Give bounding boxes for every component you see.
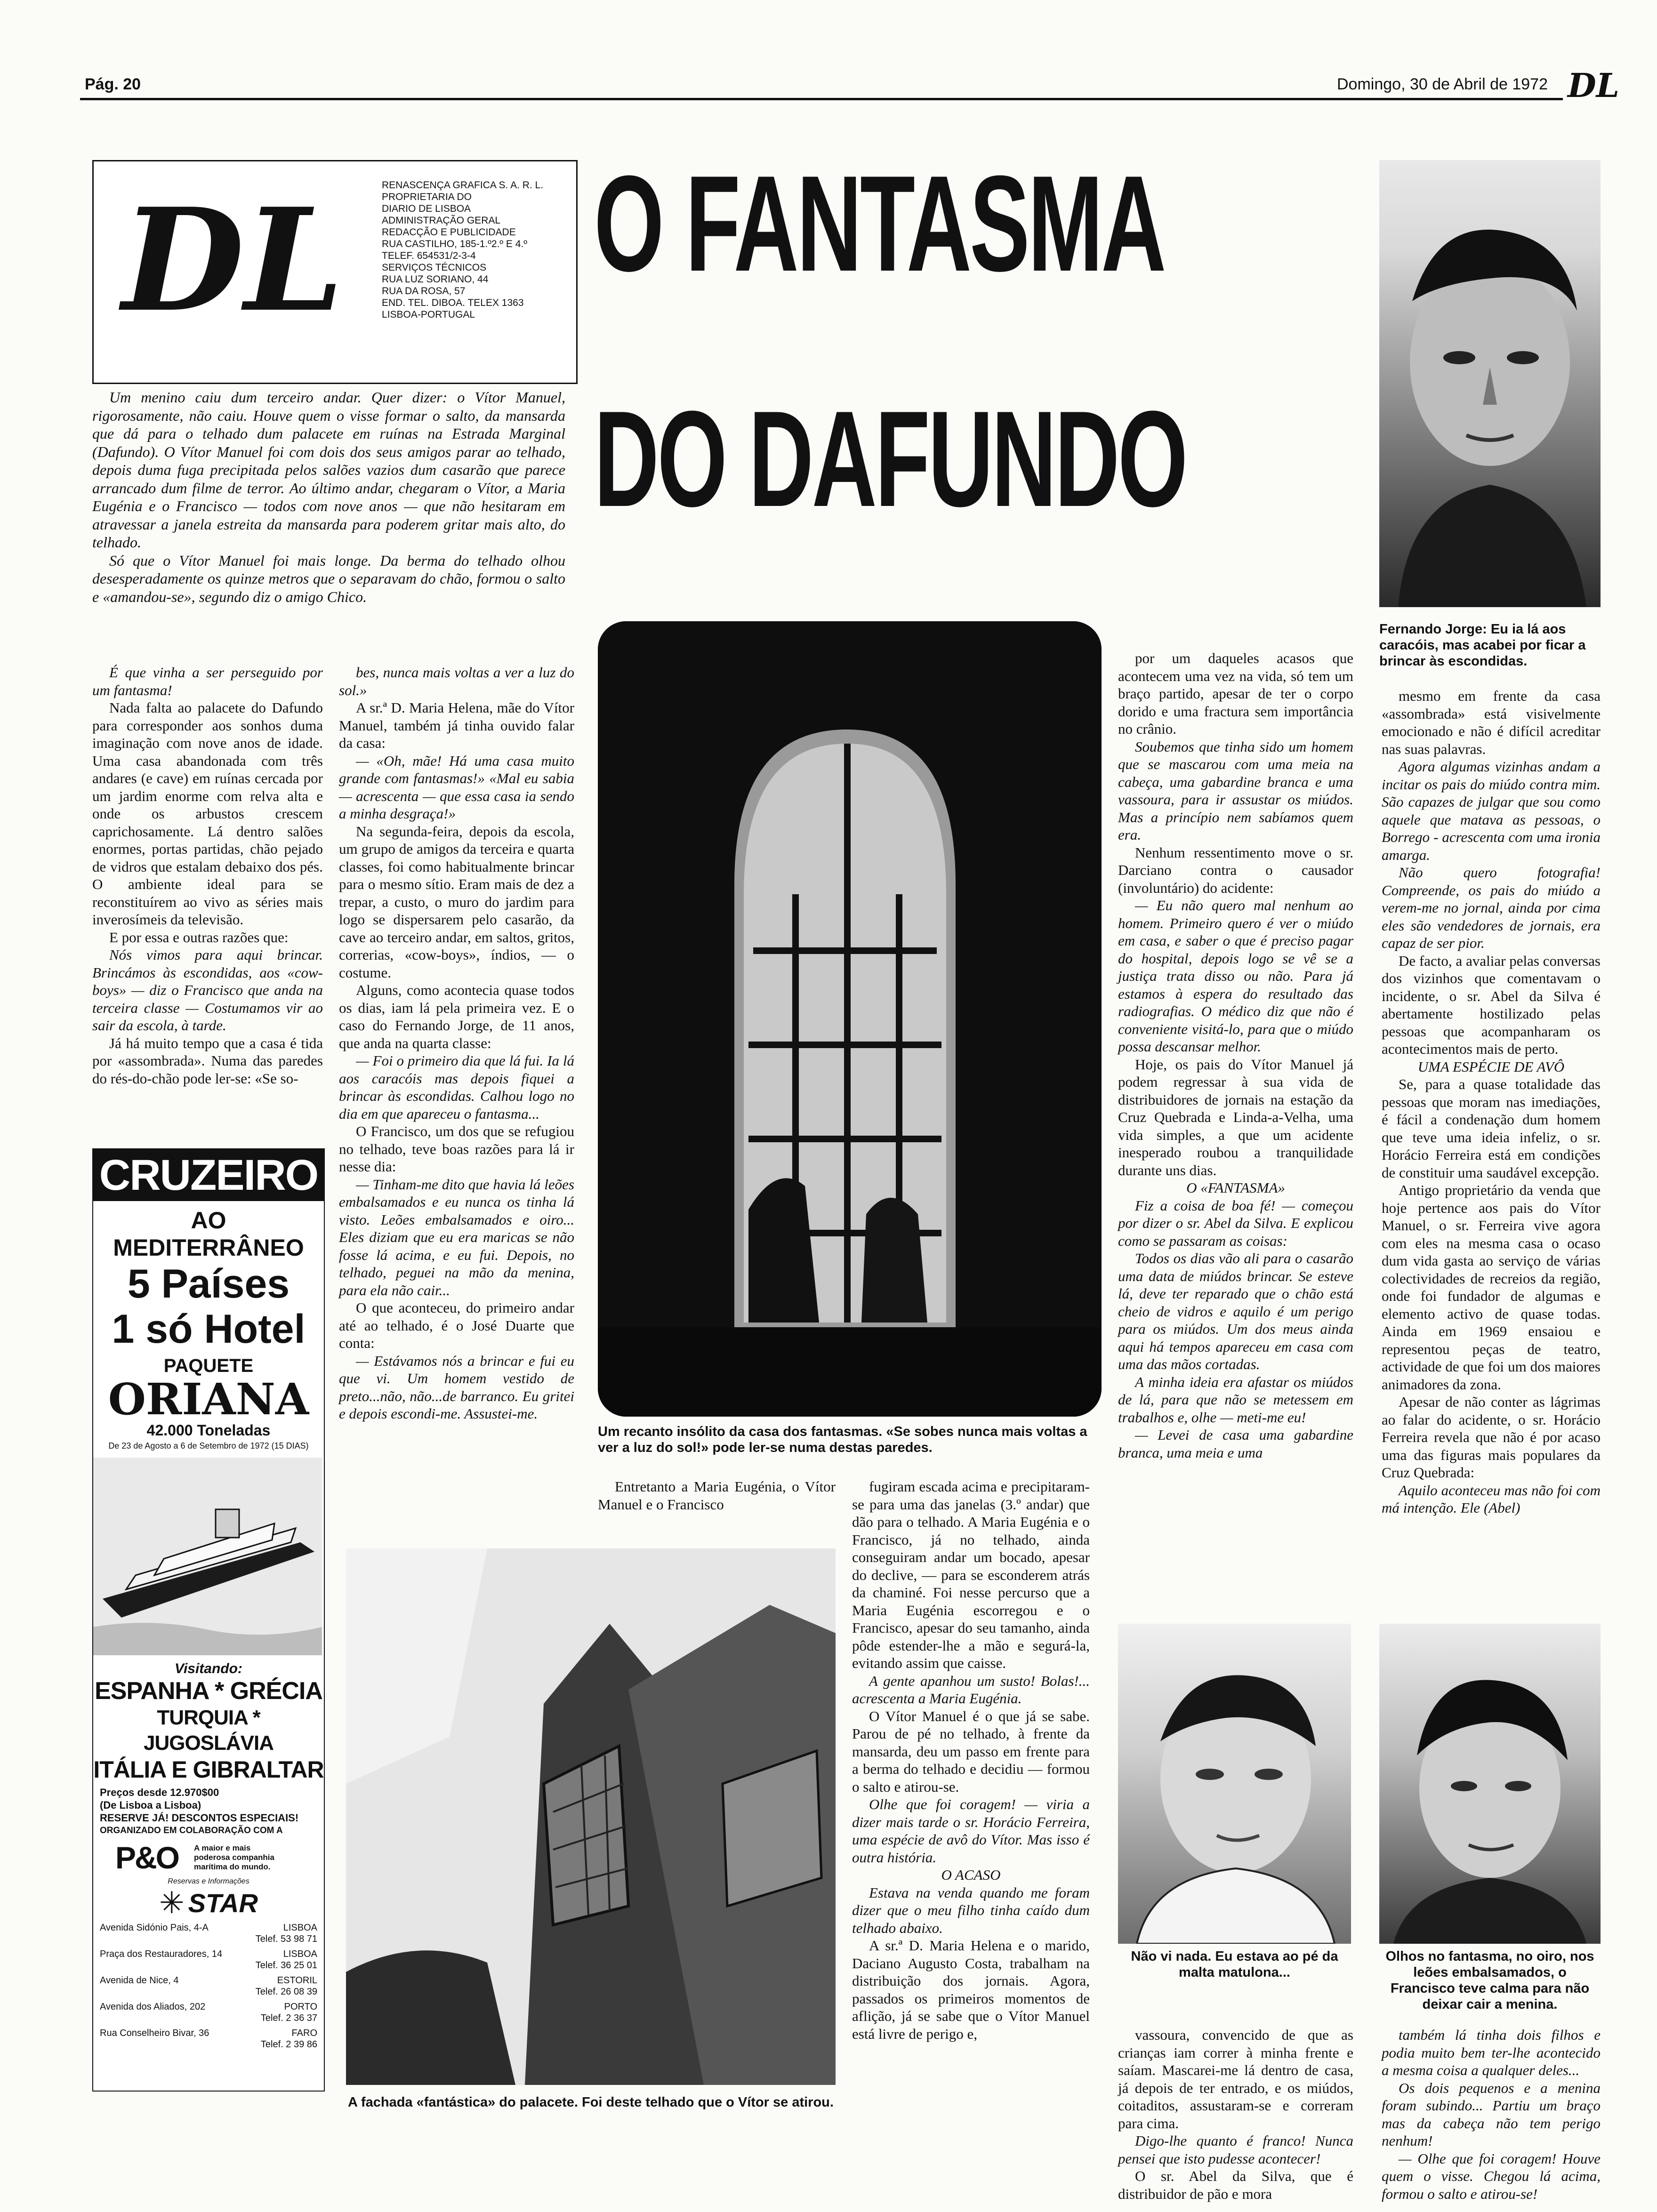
paragraph: Olhe que foi coragem! — viria a dizer mais tarde o sr. Horácio Ferreira, uma espécie de avô do Vítor. Mas isso é outra história.: [852, 1796, 1090, 1866]
article-column-4: [1382, 687, 1601, 1517]
issue-date: Domingo, 30 de Abril de 1972: [1337, 75, 1548, 93]
paragraph: O Francisco, um dos que se refugiou no telhado, teve boas razões para lá ir nesse dia:: [339, 1123, 574, 1175]
window-photo-art: [598, 621, 1102, 1417]
caption-window-photo: Um recanto insólito da casa dos fantasmas. «Se sobes nunca mais voltas a ver a luz do sol!» pode ler-se numa destas paredes.: [598, 1424, 1087, 1455]
paragraph: A sr.ª D. Maria Helena e o marido, Daciano Augusto Costa, trabalham na distribuição dos jornais. Agora, passados os primeiros momentos de aflição, já se sabe que o Vítor Manuel está livre de perigo e,: [852, 1937, 1090, 2042]
paragraph: fugiram escada acima e precipitaram-se para uma das janelas (3.º andar) que dão para o telhado. A Maria Eugénia e o Francisco, já no telhado, ainda conseguiram andar um bocado, apesar do declive, — para se esconderem atrás da chaminé. Foi nesse percurso que a Maria Eugénia escorregou e o Francisco, apesar do seu tamanho, ainda pôde estender-lhe a mão e segurá-la, evitando assim que caisse.: [852, 1478, 1090, 1671]
masthead-line: RUA CASTILHO, 185-1.º2.º E 4.º: [382, 239, 527, 249]
address-street: Avenida de Nice, 4: [100, 1975, 179, 1986]
paragraph: A minha ideia era afastar os miúdos de lá, para que não se metessem em trabalhos e, olhe — meti-me eu!: [1118, 1373, 1353, 1426]
paragraph: — Olhe que foi coragem! Houve quem o visse. Chegou lá acima, formou o salto e atirou-se!: [1382, 2150, 1601, 2202]
paragraph: Todos os dias vão ali para o casarão uma data de miúdos brincar. Se esteve lá, deve ter reparado que o chão está cheio de vidros e aquilo é um perigo para os miúdos. Um dos meus ainda aqui há tempos apareceu em casa com uma das mãos cortadas.: [1118, 1250, 1353, 1372]
ad-address: [100, 1975, 317, 1997]
page-number: Pág. 20: [85, 75, 141, 93]
paragraph: Nós vimos para aqui brincar. Brincámos às escondidas, aos «cow-boys» — diz o Francisco que anda na terceira classe — Costumamos vir ao sair da escola, à tarde.: [92, 946, 323, 1034]
paragraph: Soubemos que tinha sido um homem que se mascarou com uma meia na cabeça, uma gabardine branca e uma vassoura, para ir assustar os miúdos. Mas a princípio nem sabíamos quem era.: [1118, 738, 1353, 843]
photo-boy-right-art: [1379, 1624, 1601, 1944]
paragraph: Antigo proprietário da venda que hoje pertence aos pais do Vítor Manuel, o sr. Ferreira vive agora com eles na mesma casa o ocaso dum vida gasta ao serviço de várias colectividades de recreios da região, onde foi fundador de algumas e elemento activo de quase todas. Ainda em 1969 ensaiou e representou peças de teatro, actividade de que foi um dos maiores animadores da zona.: [1382, 1182, 1601, 1393]
paragraph: Fiz a coisa de boa fé! — começou por dizer o sr. Abel da Silva. E explicou como se passaram as coisas:: [1118, 1197, 1353, 1249]
paragraph: Os dois pequenos e a menina foram subindo... Partiu um braço mas da cabeça não tem perigo nenhum!: [1382, 2079, 1601, 2149]
section-subheading: O «FANTASMA»: [1186, 1179, 1285, 1196]
header-rule: [80, 98, 1563, 100]
ad-tonnage: 42.000 Toneladas: [146, 1422, 271, 1439]
section-subheading: UMA ESPÉCIE DE AVÔ: [1417, 1058, 1565, 1075]
portrait-fernando-jorge-art: [1379, 160, 1601, 607]
ad-ship-name: ORIANA: [108, 1374, 309, 1425]
paragraph: vassoura, convencido de que as crianças iam correr à minha frente e saíam. Mascarei-me lá dentro de casa, já depois de ter entrado, e os miúdos, coitaditos, assustaram-se e correram para cima.: [1118, 2027, 1353, 2132]
cruzeiro-advert: [92, 1148, 325, 2092]
masthead-box: [92, 160, 578, 384]
masthead-line: RENASCENÇA GRAFICA S. A. R. L.: [382, 180, 544, 191]
article-column-6: [1118, 2026, 1353, 2203]
headline-line-1: O FANTASMA: [594, 147, 1165, 300]
ad-price: Preços desde 12.970$00: [100, 1787, 219, 1798]
paragraph: — Estávamos nós a brincar e fui eu que vi. Um homem vestido de preto...não, não...de barranco. Eu gritei e depois escondi-me. Assustei-me.: [339, 1352, 574, 1422]
ad-visiting: Visitando:: [175, 1661, 242, 1676]
article-column-1: [92, 664, 323, 1087]
po-description: A maior e mais poderosa companhia marítima do mundo.: [194, 1843, 274, 1871]
paragraph: bes, nunca mais voltas a ver a luz do sol.»: [339, 664, 574, 698]
paragraph: — Foi o primeiro dia que lá fui. Ia lá aos caracóis mas depois fiquei a brincar às escondidas. Calhou logo no dia em que apareceu o fantasma...: [339, 1052, 574, 1122]
article-column-2: [339, 664, 574, 1423]
masthead-line: TELEF. 654531/2-3-4: [382, 250, 476, 261]
masthead-logo: DL: [122, 177, 344, 343]
paragraph: também lá tinha dois filhos e podia muito bem ter-lhe acontecido a mesma coisa a qualquer deles...: [1382, 2027, 1601, 2078]
address-city: LISBOA: [283, 1923, 317, 1933]
address-phone: Telef. 26 08 39: [255, 1987, 317, 1997]
ad-line-3: 1 só Hotel: [112, 1306, 306, 1352]
photo-boy-right: [1379, 1624, 1601, 1944]
address-city: FARO: [291, 2028, 317, 2038]
masthead-line: REDACÇÃO E PUBLICIDADE: [382, 227, 516, 238]
address-street: Praça dos Restauradores, 14: [100, 1949, 223, 1959]
section-subheading: O ACASO: [941, 1867, 1001, 1883]
masthead-line: RUA LUZ SORIANO, 44: [382, 274, 489, 285]
children-intro-text: Entretanto a Maria Eugénia, o Vítor Manuel e o Francisco: [598, 1478, 836, 1513]
paragraph: Já há muito tempo que a casa é tida por «assombrada». Numa das paredes do rés-do-chão pode ler-se: «Se so-: [92, 1034, 323, 1087]
article-column-5: [852, 1478, 1090, 2043]
paragraph: — Eu não quero mal nenhum ao homem. Primeiro quero é ver o miúdo em casa, e saber o que é preciso pagar do hospital, depois logo se vê se a justiça trata disso ou não. Para já estamos à espera do resultado das radiografias. O médico diz que não é conveniente visitá-lo, para que o miúdo possa descansar melhor.: [1118, 897, 1353, 1055]
ad-countries-3: ITÁLIA E GIBRALTAR: [93, 1756, 324, 1783]
paragraph: O sr. Abel da Silva, que é distribuidor de pão e mora: [1118, 2168, 1353, 2202]
address-city: ESTORIL: [277, 1975, 317, 1986]
window-photo: [598, 621, 1102, 1417]
paragraph: — «Oh, mãe! Há uma casa muito grande com fantasmas!» «Mal eu sabia — acrescenta — que essa casa ia sendo a minha desgraça!»: [339, 752, 574, 822]
address-street: Rua Conselheiro Bivar, 36: [100, 2028, 209, 2038]
facade-photo: [346, 1548, 836, 2085]
ad-address: [100, 2001, 317, 2024]
star-logo: STAR: [188, 1888, 258, 1918]
ad-brand: CRUZEIRO: [93, 1149, 324, 1201]
portrait-fernando-jorge: [1379, 160, 1601, 607]
masthead-line: DIARIO DE LISBOA: [382, 203, 471, 214]
paragraph: mesmo em frente da casa «assombrada» está visivelmente emocionado e não é difícil acreditar nas suas palavras.: [1382, 688, 1601, 757]
ship-illustration: [93, 1458, 322, 1655]
address-phone: Telef. 2 36 37: [260, 2013, 317, 2023]
ad-addresses: [93, 1918, 324, 2058]
paragraph: — Levei de casa uma gabardine branca, uma meia e uma: [1118, 1427, 1353, 1461]
photo-boy-left: [1118, 1624, 1351, 1944]
caption-facade-photo: A fachada «fantástica» do palacete. Foi deste telhado que o Vítor se atirou.: [348, 2095, 834, 2110]
paragraph: De facto, a avaliar pelas conversas dos vizinhos que comentavam o incidente, o sr. Abel da Silva é abertamente hostilizado pelas pessoas que acompanharam os acontecimentos mais de perto.: [1382, 952, 1601, 1057]
article-column-3: [1118, 649, 1353, 1461]
masthead-line: ADMINISTRAÇÃO GERAL: [382, 215, 501, 226]
paragraph: Apesar de não conter as lágrimas ao falar do acidente, o sr. Horácio Ferreira revela que não é por acaso uma das figuras mais populares da Cruz Quebrada:: [1382, 1394, 1601, 1481]
lead-text-2: Só que o Vítor Manuel foi mais longe. Da berma do telhado olhou desesperadamente os quinze metros que o separavam do chão, formou o salto e «amandou-se», segundo diz o amigo Chico.: [92, 552, 565, 605]
paragraph: Na segunda-feira, depois da escola, um grupo de amigos da terceira e quarta classes, foi como habitualmente brincar para o mesmo sítio. Eram mais de dez a trepar, a custo, o muro do jardim para logo se dispersarem pelo casarão, da cave ao terceiro andar, em saltos, gritos, correrias, «cow-boys», índios, — o costume.: [339, 823, 574, 981]
paragraph: O Vítor Manuel é o que já se sabe. Parou de pé no telhado, à frente da mansarda, deu um passo em frente para a berma do telhado e decidiu — formou o salto e atirou-se.: [852, 1707, 1090, 1795]
paragraph: Alguns, como acontecia quase todos os dias, iam lá pela primeira vez. E o caso do Fernando Jorge, de 11 anos, que anda na quarta classe:: [339, 982, 574, 1051]
paragraph: Estava na venda quando me foram dizer que o meu filho tinha caído dum telhado abaixo.: [852, 1884, 1090, 1936]
address-city: LISBOA: [283, 1949, 317, 1959]
ad-countries-1: ESPANHA * GRÉCIA: [95, 1677, 322, 1705]
children-intro: [598, 1478, 836, 1513]
ad-price-note: (De Lisboa a Lisboa): [100, 1799, 201, 1811]
address-street: Avenida dos Aliados, 202: [100, 2002, 206, 2012]
paragraph: E por essa e outras razões que:: [109, 929, 289, 946]
paragraph: Nada falta ao palacete do Dafundo para corresponder aos sonhos duma imaginação com nove anos de idade. Uma casa abandonada com três andares (e cave) em ruínas cercada por um jardim enorme com relva alta e onde os arbustos crescem caprichosamente. Lá dentro salões enormes, portas partidas, chão pejado de vidros que estalam debaixo dos pés. O ambiente ideal para se reconstituírem ao vivo as séries mais inverosímeis da televisão.: [92, 699, 323, 928]
paragraph: Não quero fotografia! Compreende, os pais do miúdo a verem-me no jornal, ainda por cima eles são vendedores de jornais, era capaz de ser pior.: [1382, 864, 1601, 951]
photo-boy-left-art: [1118, 1624, 1351, 1944]
masthead-line: RUA DA ROSA, 57: [382, 286, 466, 297]
paragraph: O que aconteceu, do primeiro andar até ao telhado, é o José Duarte que conta:: [339, 1299, 574, 1351]
lead-paragraph: [92, 388, 565, 606]
paragraph: Nenhum ressentimento move o sr. Darciano contra o causador (involuntário) do acidente:: [1118, 844, 1353, 896]
article-column-7: [1382, 2026, 1601, 2203]
ad-ship-type: PAQUETE: [163, 1355, 254, 1376]
paragraph: É que vinha a ser perseguido por um fantasma!: [92, 664, 323, 698]
ad-line-2: 5 Países: [127, 1261, 290, 1306]
facade-photo-art: [346, 1548, 836, 2085]
address-street: Avenida Sidónio Pais, 4-A: [100, 1923, 209, 1933]
caption-boy-left: Não vi nada. Eu estava ao pé da malta matulona...: [1131, 1949, 1338, 1980]
paragraph: Hoje, os pais do Vítor Manuel já podem regressar à sua vida de distribuidores de jornais na estação da Cruz Quebrada e Linda-a-Velha, uma vida simples, a que um acidente inesperado roubou a tranquilidade durante uns dias.: [1118, 1056, 1353, 1178]
headline-line-2: DO DAFUNDO: [594, 383, 1186, 535]
masthead-line: END. TEL. DIBOA. TELEX 1363: [382, 297, 524, 308]
paragraph: — Tinham-me dito que havia lá leões embalsamados e eu nunca os tinha lá visto. Leões embalsamados e oiro... Eles diziam que eu era maricas se não fosse lá acima, e eu fui. Depois, no telhado, peguei na mão da menina, para ela não cair...: [339, 1176, 574, 1298]
paragraph: A gente apanhou um susto! Bolas!... acrescenta a Maria Eugénia.: [852, 1672, 1090, 1707]
address-phone: Telef. 53 98 71: [255, 1934, 317, 1944]
po-logo: P&O: [115, 1840, 179, 1875]
ad-dates: De 23 de Agosto a 6 de Setembro de 1972 (15 DIAS): [108, 1441, 309, 1451]
address-phone: Telef. 36 25 01: [255, 1960, 317, 1971]
lead-text: Um menino caiu dum terceiro andar. Quer dizer: o Vítor Manuel, rigorosamente, não caiu. Houve quem o visse formar o salto, da mansarda que dá para o telhado dum palacete em ruínas na Estrada Marginal (Dafundo). O Vítor Manuel foi com dois dos seus amigos parar ao telhado, depois duma fuga precipitada pelos salões vazios dum casarão que parece arrancado dum filme de terror. Ao último andar, chegaram o Vítor, a Maria Eugénia e o Francisco — todos com nove anos — que não hesitaram em atravessar a janela estreita da mansarda para poderem gritar mais alto, do telhado.: [92, 389, 565, 551]
masthead-line: SERVIÇOS TÉCNICOS: [382, 262, 487, 273]
ad-line-1: AO MEDITERRÂNEO: [113, 1207, 304, 1261]
star-compass-icon: ✳: [159, 1886, 185, 1920]
paragraph: Agora algumas vizinhas andam a incitar os pais do miúdo contra mim. São capazes de julgar que sou como aquele que matava as pessoas, o Borrego - acrescenta com uma ironia amarga.: [1382, 758, 1601, 863]
paragraph: Se, para a quase totalidade das pessoas que moram nas imediações, é fácil a condenação dum homem que teve uma ideia infeliz, o sr. Horácio Ferreira está em condições de constituir uma saudável excepção.: [1382, 1076, 1601, 1181]
paragraph: Digo-lhe quanto é franco! Nunca pensei que isto pudesse acontecer!: [1118, 2132, 1353, 2167]
paragraph: por um daqueles acasos que acontecem uma vez na vida, só tem um braço partido, apesar de ter o corpo dorido e uma fractura sem importância no crânio.: [1118, 650, 1353, 737]
caption-boy-right: Olhos no fantasma, no oiro, nos leões embalsamados, o Francisco teve calma para não deixar cair a menina.: [1385, 1949, 1594, 2012]
paragraph: Aquilo aconteceu mas não foi com má intenção. Ele (Abel): [1382, 1482, 1601, 1516]
caption-portrait-top: Fernando Jorge: Eu ia lá aos caracóis, mas acabei por ficar a brincar às escondidas.: [1379, 622, 1586, 669]
header-logo: DL: [1568, 66, 1619, 105]
address-city: PORTO: [284, 2002, 317, 2012]
ad-organized: ORGANIZADO EM COLABORAÇÃO COM A: [100, 1826, 283, 1835]
masthead-line: LISBOA-PORTUGAL: [382, 309, 475, 320]
paragraph: A sr.ª D. Maria Helena, mãe do Vítor Manuel, também já tinha ouvido falar da casa:: [339, 699, 574, 751]
masthead-info: [382, 179, 570, 321]
ad-reserve: RESERVE JÁ! DESCONTOS ESPECIAIS!: [100, 1812, 299, 1824]
ad-reservas: Reservas e Informações: [168, 1877, 249, 1885]
masthead-line: PROPRIETARIA DO: [382, 192, 472, 202]
ad-address: [100, 1948, 317, 1971]
ad-address: [100, 2028, 317, 2050]
ad-address: [100, 1922, 317, 1945]
address-phone: Telef. 2 39 86: [260, 2039, 317, 2050]
ad-countries-2: TURQUIA * JUGOSLÁVIA: [143, 1706, 274, 1755]
